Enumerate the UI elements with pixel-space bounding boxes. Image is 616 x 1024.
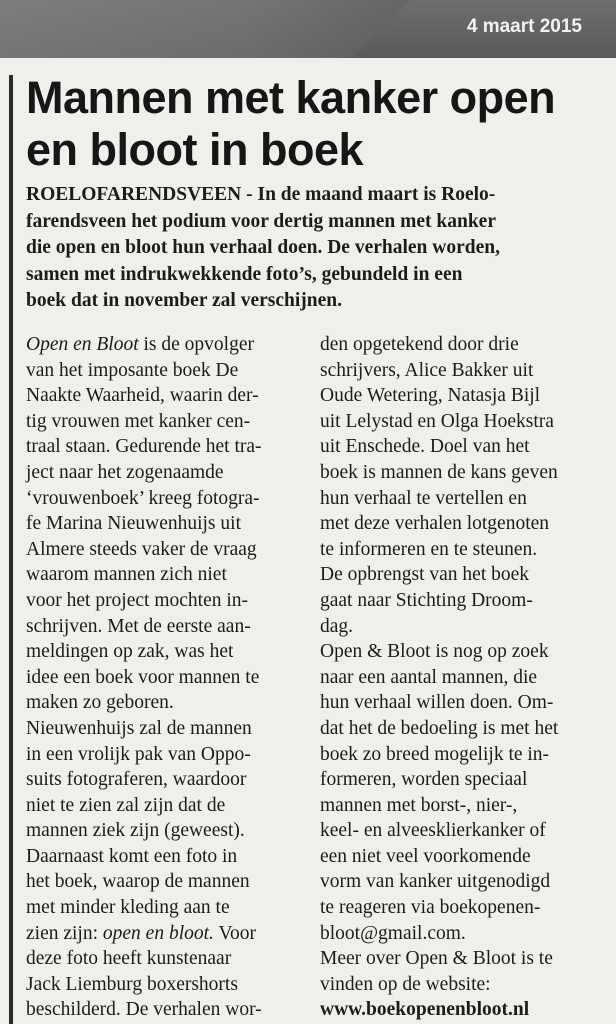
left-column-text: Open en Bloot is de opvolger van het imposante boek De Naakte Waarheid, waarin der- tig vrouwen met kanker cen- traal staan. Gedurende het tra- ject naar het zogenaamde ‘vrouwenboek’ kreeg fotogra- fe Marina Nieuwenhuijs uit Almere steeds vaker de vraag waarom mannen zich niet voor het project mochten in- schrijven. Met de eerste aan- meldingen op zak, was het idee een boek voor mannen te maken zo geboren. Nieuwenhuijs zal de mannen in een vrolijk pak van Oppo- suits fotograferen, waardoor niet te zien zal zijn dat de mannen ziek zijn (geweest). Daarnaast komt een foto in het boek, waarop de mannen met minder kleding aan te zien zijn: open en bloot. Voor deze foto heeft kunstenaar Jack Liemburg boxershorts beschilderd. De verhalen wor- bbox=[26, 334, 262, 1021]
date-banner bbox=[0, 0, 616, 58]
lead-line: farendsveen het podium voor dertig mannen met kanker bbox=[26, 210, 496, 232]
headline-line-2: en bloot in boek bbox=[26, 124, 363, 175]
italic-phrase: open en bloot. bbox=[102, 922, 214, 944]
website-url: www.boekopenenbloot.nl bbox=[320, 999, 530, 1021]
lead-line: die open en bloot hun verhaal doen. De verhalen worden, bbox=[26, 237, 500, 258]
lead-line: samen met indrukwekkende foto’s, gebundeld in een bbox=[26, 263, 463, 285]
body-column-right bbox=[320, 332, 602, 1023]
right-column-text: den opgetekend door drie schrijvers, Alice Bakker uit Oude Wetering, Natasja Bijl uit Lelystad en Olga Hoekstra uit Enschede. Doel van het boek is mannen de kans geven hun verhaal te vertellen en met deze verhalen lotgenoten te informeren en te steunen. De opbrengst van het boek gaat naar Stichting Droom- dag. Open & Bloot is nog op zoek naar een aantal mannen, die hun verhaal willen doen. Om- dat het de bedoeling is met het boek zo breed mogelijk te in- formeren, worden speciaal mannen met borst-, nier-, keel- en alveesklierkanker of een niet veel voorkomende vorm van kanker uitgenodigd te reageren via boekopenen- bloot@gmail.com. Meer over Open & Bloot is te vinden op de website: www.boekopenenbloot.nl bbox=[320, 334, 559, 1021]
headline bbox=[26, 72, 606, 176]
book-title: Open en Bloot bbox=[26, 334, 139, 355]
lead-line: ROELOFARENDSVEEN - In de maand maart is Roelo- bbox=[26, 184, 496, 205]
publication-date: 4 maart 2015 bbox=[466, 16, 582, 37]
left-margin-rule bbox=[9, 75, 13, 1024]
lead-paragraph bbox=[26, 182, 598, 315]
body-column-left bbox=[26, 332, 308, 1023]
headline-line-1: Mannen met kanker open bbox=[26, 72, 556, 123]
lead-line: boek dat in november zal verschijnen. bbox=[26, 290, 342, 311]
banner-fold bbox=[0, 0, 410, 58]
